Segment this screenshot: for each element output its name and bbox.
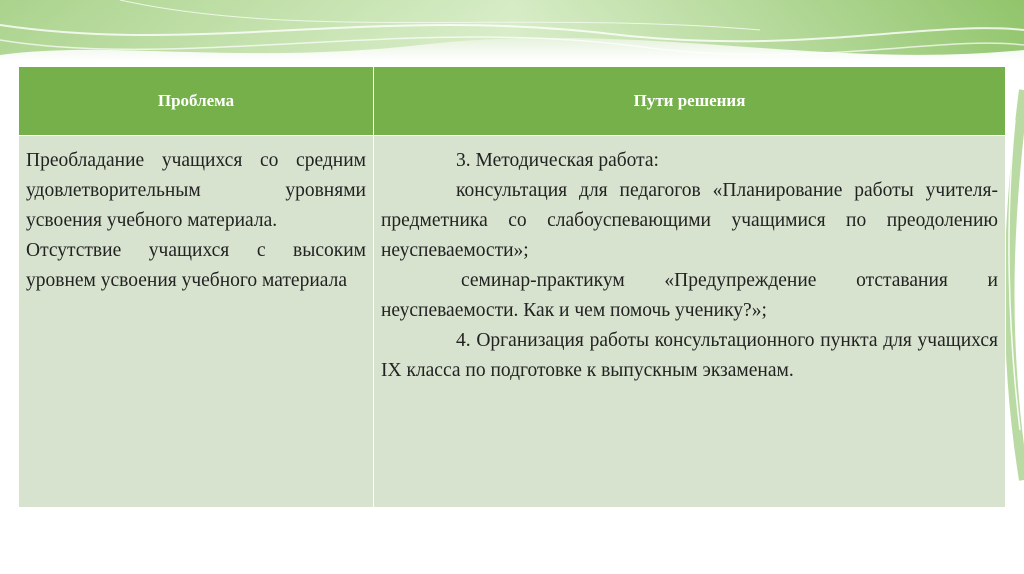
solution-paragraph: 3. Методическая работа:: [456, 150, 659, 171]
header-solutions: Пути решения: [374, 67, 1006, 136]
problem-cell: [19, 136, 374, 508]
problems-solutions-table: [18, 66, 1006, 508]
problem-paragraph: Преобладание учащихся со средним удовлетворительным уровнями усвоения учебного материала.: [26, 150, 366, 231]
table-row: [19, 136, 1006, 508]
header-problem: Проблема: [19, 67, 374, 136]
problem-paragraph: Отсутствие учащихся с высоким уровнем усвоения учебного материала: [26, 240, 366, 291]
solutions-cell: [374, 136, 1006, 508]
solution-paragraph: семинар-практикум «Предупреждение отставания и неуспеваемости. Как и чем помочь ученику?»;: [381, 270, 998, 321]
solution-paragraph: консультация для педагогов «Планирование работы учителя-предметника со слабоуспевающими учащимися по преодолению неуспеваемости»;: [381, 180, 998, 261]
solution-paragraph: 4. Организация работы консультационного пункта для учащихся IX класса по подготовке к выпускным экзаменам.: [381, 330, 998, 381]
table-header-row: [19, 67, 1006, 136]
